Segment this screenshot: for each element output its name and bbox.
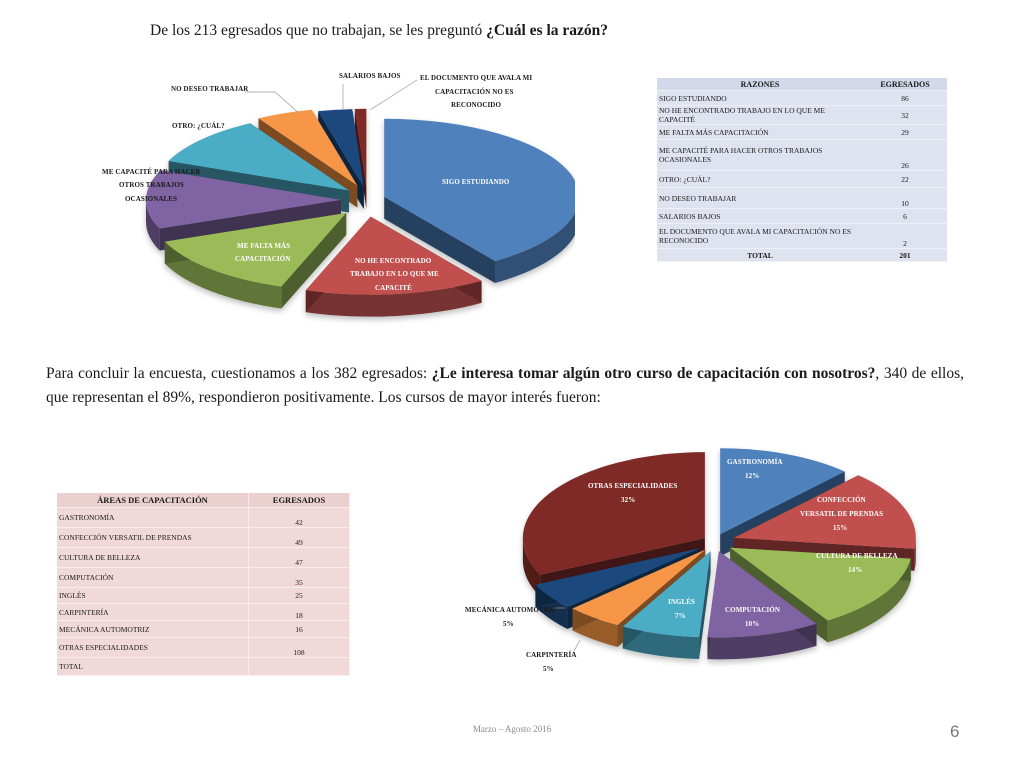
pie2-value-confeccion: 15% (833, 524, 848, 532)
pie1-label-salarios: SALARIOS BAJOS (339, 72, 401, 80)
table-cell: 42 (249, 508, 350, 528)
paragraph-prefix: Para concluir la encuesta, cuestionamos a los 382 egresados: (46, 365, 432, 382)
pie1-label-ocasionales-1: ME CAPACITÉ PARA HACER (102, 168, 201, 176)
pie1-label-documento-1: EL DOCUMENTO QUE AVALA MI (420, 74, 533, 82)
table-total-value (249, 658, 350, 676)
footer-date: Marzo – Agosto 2016 (472, 724, 552, 734)
table-cell: 47 (249, 548, 350, 568)
question-heading-text: De los 213 egresados que no trabajan, se les preguntó (150, 22, 487, 39)
pie2-value-gastronomia: 12% (745, 472, 760, 480)
table-row (657, 171, 947, 188)
pie1-label-noenc-2: TRABAJO EN LO QUE ME (350, 270, 439, 278)
table-cell: 29 (863, 125, 947, 140)
table-cell: 2 (863, 224, 947, 249)
pie1-label-documento-3: RECONOCIDO (451, 101, 502, 109)
table-cell: 22 (863, 171, 947, 188)
page-number: 6 (950, 722, 960, 741)
table-cell: OTRO: ¿CUÁL? (657, 171, 863, 188)
table-cell: 16 (249, 621, 350, 638)
pie2-label-belleza: CULTURA DE BELLEZA (816, 552, 898, 560)
table-total-value: 201 (863, 249, 947, 262)
table-row (657, 91, 947, 106)
pie2-label-mecanica: MECÁNICA AUTOMOTRIZ (465, 606, 557, 614)
training-table-header (57, 493, 350, 508)
pie2-value-computacion: 10% (745, 620, 760, 628)
table-total-row (657, 249, 947, 262)
table-total-label: TOTAL (657, 249, 863, 262)
pie1-slices (146, 109, 575, 317)
table-cell: 32 (863, 106, 947, 125)
table-row (657, 140, 947, 171)
table-cell: INGLÉS (57, 588, 249, 604)
table-cell: MECÁNICA AUTOMOTRIZ (57, 621, 249, 638)
pie2-label-carpinteria: CARPINTERÍA (526, 651, 577, 659)
pie2-value-otras: 32% (621, 496, 636, 504)
training-header-col2: EGRESADOS (249, 493, 350, 508)
table-cell: ME CAPACITÉ PARA HACER OTROS TRABAJOS OCASIONALES (657, 140, 863, 171)
reasons-table (657, 78, 947, 262)
table-row (57, 621, 350, 638)
table-cell: NO DESEO TRABAJAR (657, 188, 863, 209)
table-total-row (57, 658, 350, 676)
table-cell: 86 (863, 91, 947, 106)
table-cell: SALARIOS BAJOS (657, 209, 863, 224)
pie2-label-otras: OTRAS ESPECIALIDADES (588, 482, 678, 490)
pie-slice (384, 119, 575, 261)
pie-chart-reasons (95, 62, 575, 352)
pie2-label-confeccion-2: VERSATIL DE PRENDAS (800, 510, 884, 518)
table-cell: 35 (249, 568, 350, 588)
reasons-header-col1: RAZONES (657, 78, 863, 91)
table-cell: COMPUTACIÓN (57, 568, 249, 588)
pie1-label-documento-2: CAPACITACIÓN NO ES (435, 88, 514, 96)
pie2-value-carpinteria: 5% (543, 665, 554, 673)
table-cell: NO HE ENCONTRADO TRABAJO EN LO QUE ME CAPACITÉ (657, 106, 863, 125)
pie1-label-ocasionales-3: OCASIONALES (125, 195, 178, 203)
table-cell: 18 (249, 604, 350, 621)
table-cell: CARPINTERÍA (57, 604, 249, 621)
table-cell: EL DOCUMENTO QUE AVALA MI CAPACITACIÓN NO ES RECONOCIDO (657, 224, 863, 249)
question-heading (150, 22, 608, 40)
table-cell: ME FALTA MÁS CAPACITACIÓN (657, 125, 863, 140)
pie1-label-falta-1: ME FALTA MÁS (237, 242, 291, 250)
table-cell: OTRAS ESPECIALIDADES (57, 638, 249, 658)
pie2-label-gastronomia: GASTRONOMÍA (727, 458, 783, 466)
pie1-leader-lines (245, 80, 417, 114)
pie2-value-belleza: 14% (848, 566, 863, 574)
pie2-label-ingles: INGLÉS (668, 598, 696, 606)
pie1-label-otro: OTRO: ¿CUÁL? (172, 122, 225, 130)
table-row (657, 125, 947, 140)
table-cell: GASTRONOMÍA (57, 508, 249, 528)
table-total-label: TOTAL (57, 658, 249, 676)
pie2-value-mecanica: 5% (503, 620, 514, 628)
table-cell: 10 (863, 188, 947, 209)
pie1-label-noenc-1: NO HE ENCONTRADO (355, 257, 432, 265)
pie1-label-falta-2: CAPACITACIÓN (235, 255, 291, 263)
reasons-table-header (657, 78, 947, 91)
table-row (657, 209, 947, 224)
pie2-label-confeccion-1: CONFECCIÓN (817, 496, 866, 504)
training-areas-table (57, 493, 350, 676)
table-cell: 49 (249, 528, 350, 548)
table-cell: SIGO ESTUDIANDO (657, 91, 863, 106)
table-row (657, 106, 947, 125)
paragraph-bold: ¿Le interesa tomar algún otro curso de capacitación con nosotros? (431, 365, 876, 382)
pie1-label-sigo: SIGO ESTUDIANDO (442, 178, 510, 186)
table-cell: CULTURA DE BELLEZA (57, 548, 249, 568)
table-row (57, 528, 350, 548)
table-cell: 6 (863, 209, 947, 224)
training-header-col1: ÁREAS DE CAPACITACIÓN (57, 493, 249, 508)
table-row (57, 604, 350, 621)
table-cell: 25 (249, 588, 350, 604)
pie1-label-ocasionales-2: OTROS TRABAJOS (119, 181, 184, 189)
table-row (657, 224, 947, 249)
pie2-value-ingles: 7% (675, 612, 686, 620)
question-heading-bold: ¿Cuál es la razón? (486, 22, 609, 39)
conclusion-paragraph (46, 362, 964, 410)
table-row (57, 548, 350, 568)
reasons-header-col2: EGRESADOS (863, 78, 947, 91)
table-row (57, 568, 350, 588)
table-row (657, 188, 947, 209)
pie1-label-nodeseo: NO DESEO TRABAJAR (171, 85, 249, 93)
paragraph-suffix: , 340 de ellos, que representan el 89%, respondieron positivamente. Los cursos de mayor interés fueron: (46, 365, 964, 406)
table-row (57, 588, 350, 604)
table-row (57, 508, 350, 528)
table-row (57, 638, 350, 658)
pie1-label-noenc-3: CAPACITÉ (375, 284, 412, 292)
table-cell: CONFECCIÓN VERSATIL DE PRENDAS (57, 528, 249, 548)
table-cell: 108 (249, 638, 350, 658)
pie2-label-computacion: COMPUTACIÓN (725, 606, 781, 614)
pie-chart-courses (455, 440, 925, 690)
table-cell: 26 (863, 140, 947, 171)
